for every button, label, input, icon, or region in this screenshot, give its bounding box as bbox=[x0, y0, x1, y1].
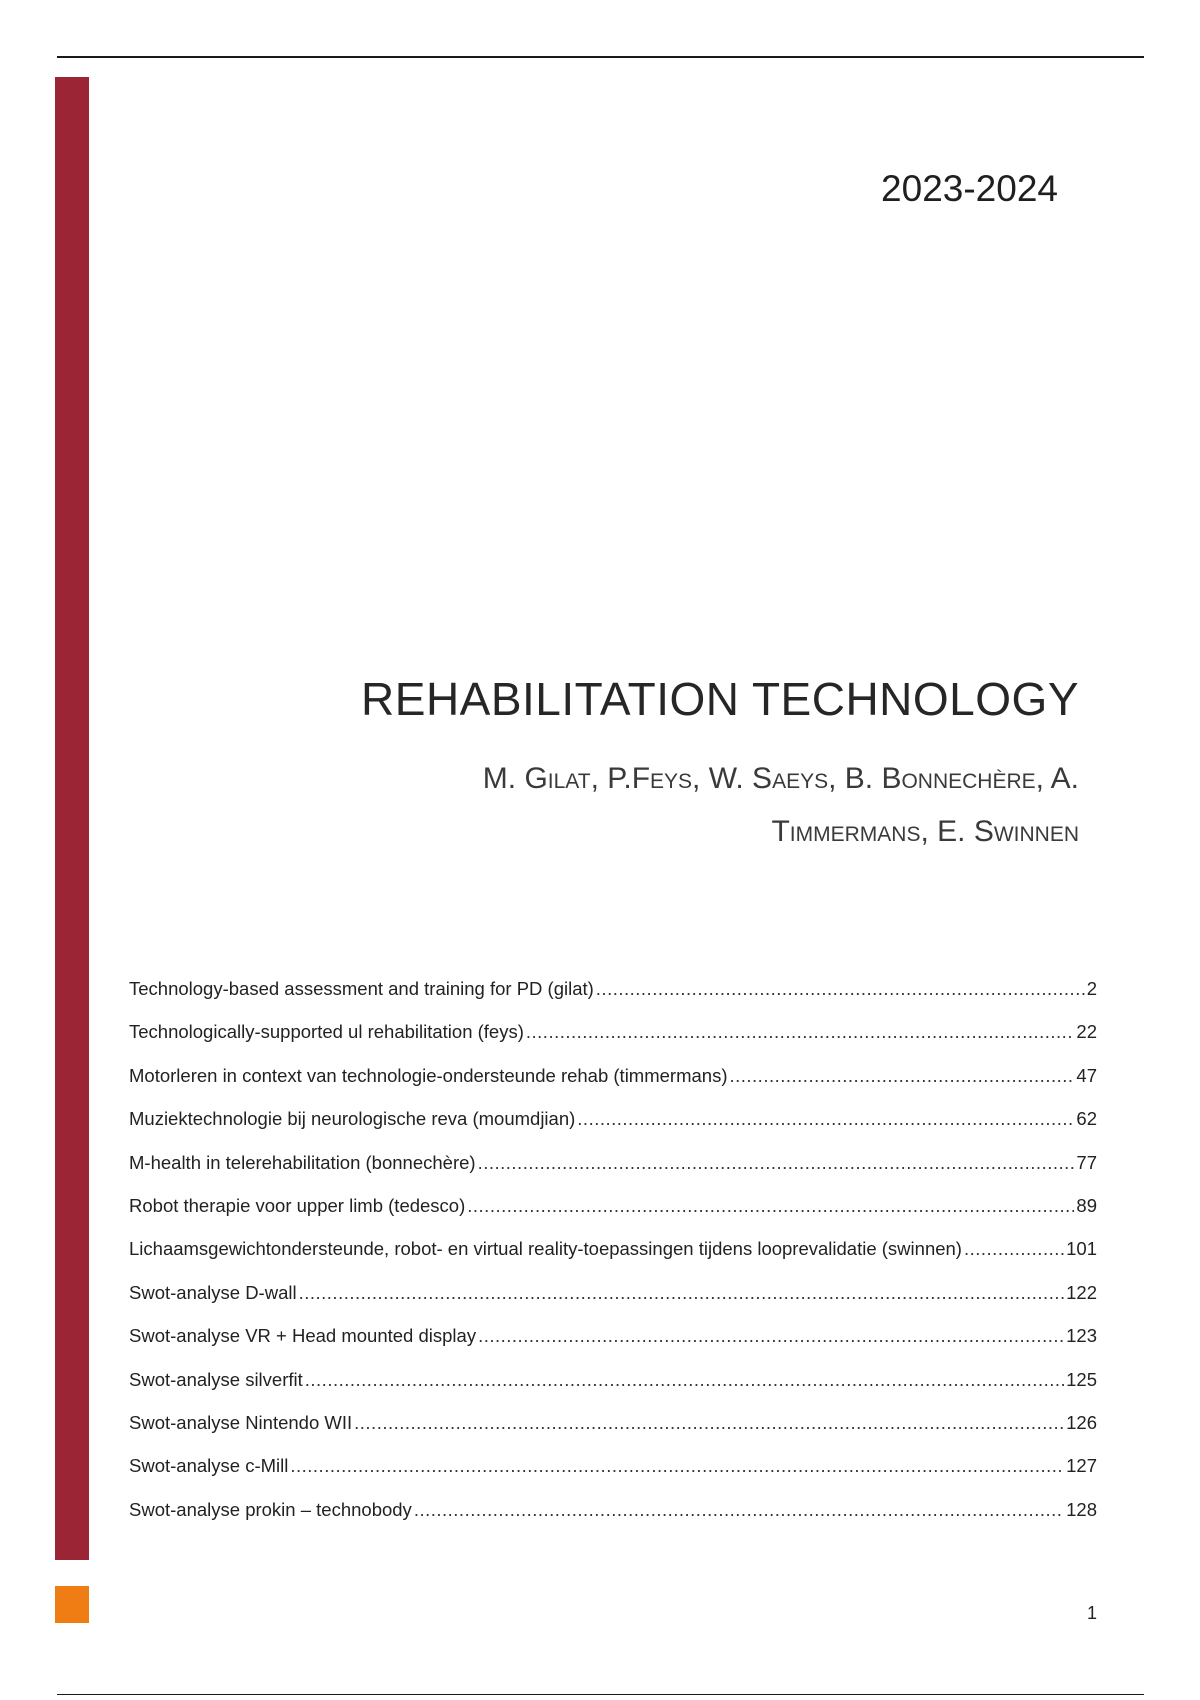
toc-entry-title: Swot-analyse Nintendo WII bbox=[129, 1411, 353, 1433]
toc-entry-title: Lichaamsgewichtondersteunde, robot- en virtual reality-toepassingen tijdens looprevalidatie (swinnen) bbox=[129, 1238, 962, 1260]
toc-leader-dots bbox=[290, 1455, 1064, 1477]
header-rule bbox=[57, 56, 1144, 58]
toc-leader-dots bbox=[964, 1238, 1064, 1260]
toc-entry[interactable] bbox=[129, 1412, 1097, 1455]
toc-entry-page: 62 bbox=[1076, 1108, 1097, 1130]
toc-entry-page: 122 bbox=[1066, 1281, 1097, 1303]
toc-entry[interactable] bbox=[129, 1238, 1097, 1281]
toc-leader-dots bbox=[354, 1412, 1064, 1434]
toc-leader-dots bbox=[414, 1499, 1064, 1521]
toc-entry[interactable] bbox=[129, 1065, 1097, 1108]
academic-year: 2023-2024 bbox=[881, 168, 1058, 209]
table-of-contents bbox=[129, 978, 1097, 1542]
toc-leader-dots bbox=[467, 1195, 1074, 1217]
toc-entry-title: Motorleren in context van technologie-ondersteunde rehab (timmermans) bbox=[129, 1064, 728, 1086]
toc-entry-title: Robot therapie voor upper limb (tedesco) bbox=[129, 1194, 466, 1216]
toc-entry[interactable] bbox=[129, 1499, 1097, 1542]
author-line-2: Timmermans, E. Swinnen bbox=[771, 815, 1079, 848]
toc-leader-dots bbox=[596, 978, 1085, 1000]
toc-entry-page: 125 bbox=[1066, 1368, 1097, 1390]
toc-leader-dots bbox=[577, 1108, 1074, 1130]
toc-entry-title: Swot-analyse D-wall bbox=[129, 1281, 297, 1303]
page-number: 1 bbox=[1086, 1603, 1097, 1623]
toc-entry[interactable] bbox=[129, 1195, 1097, 1238]
toc-entry-page: 2 bbox=[1086, 978, 1097, 999]
toc-entry[interactable] bbox=[129, 1369, 1097, 1412]
toc-leader-dots bbox=[729, 1065, 1074, 1087]
toc-entry-title: Swot-analyse c-Mill bbox=[129, 1455, 289, 1477]
accent-square bbox=[55, 1586, 89, 1623]
author-list bbox=[319, 752, 1079, 858]
toc-entry-page: 101 bbox=[1066, 1238, 1097, 1260]
toc-entry-title: Technologically-supported ul rehabilitation (feys) bbox=[129, 1021, 524, 1043]
toc-entry[interactable] bbox=[129, 1325, 1097, 1368]
toc-entry[interactable] bbox=[129, 1108, 1097, 1151]
toc-leader-dots bbox=[526, 1021, 1075, 1043]
toc-entry-page: 89 bbox=[1076, 1194, 1097, 1216]
toc-entry-page: 128 bbox=[1066, 1498, 1097, 1520]
footer-rule bbox=[57, 1694, 1144, 1695]
toc-entry[interactable] bbox=[129, 1021, 1097, 1064]
toc-entry[interactable] bbox=[129, 978, 1097, 1021]
toc-entry[interactable] bbox=[129, 1455, 1097, 1498]
toc-entry-title: Muziektechnologie bij neurologische reva (moumdjian) bbox=[129, 1108, 576, 1130]
toc-entry-title: Swot-analyse VR + Head mounted display bbox=[129, 1325, 477, 1347]
toc-entry-title: Technology-based assessment and training for PD (gilat) bbox=[129, 978, 594, 999]
toc-leader-dots bbox=[305, 1369, 1064, 1391]
toc-leader-dots bbox=[478, 1152, 1075, 1174]
toc-entry-page: 77 bbox=[1076, 1151, 1097, 1173]
toc-entry-page: 22 bbox=[1076, 1021, 1097, 1043]
toc-leader-dots bbox=[478, 1325, 1064, 1347]
toc-entry-page: 47 bbox=[1076, 1064, 1097, 1086]
toc-entry-page: 127 bbox=[1066, 1455, 1097, 1477]
document-title: REHABILITATION TECHNOLOGY bbox=[361, 673, 1079, 725]
cover-sidebar-bar bbox=[55, 77, 89, 1560]
toc-entry[interactable] bbox=[129, 1152, 1097, 1195]
author-line-1: M. Gilat, P.Feys, W. Saeys, B. Bonnechère, A. bbox=[482, 762, 1079, 795]
toc-entry-page: 123 bbox=[1066, 1325, 1097, 1347]
toc-entry[interactable] bbox=[129, 1282, 1097, 1325]
toc-leader-dots bbox=[299, 1282, 1065, 1304]
toc-entry-page: 126 bbox=[1066, 1411, 1097, 1433]
toc-entry-title: M-health in telerehabilitation (bonnechère) bbox=[129, 1151, 476, 1173]
toc-entry-title: Swot-analyse prokin – technobody bbox=[129, 1498, 412, 1520]
toc-entry-title: Swot-analyse silverfit bbox=[129, 1368, 303, 1390]
